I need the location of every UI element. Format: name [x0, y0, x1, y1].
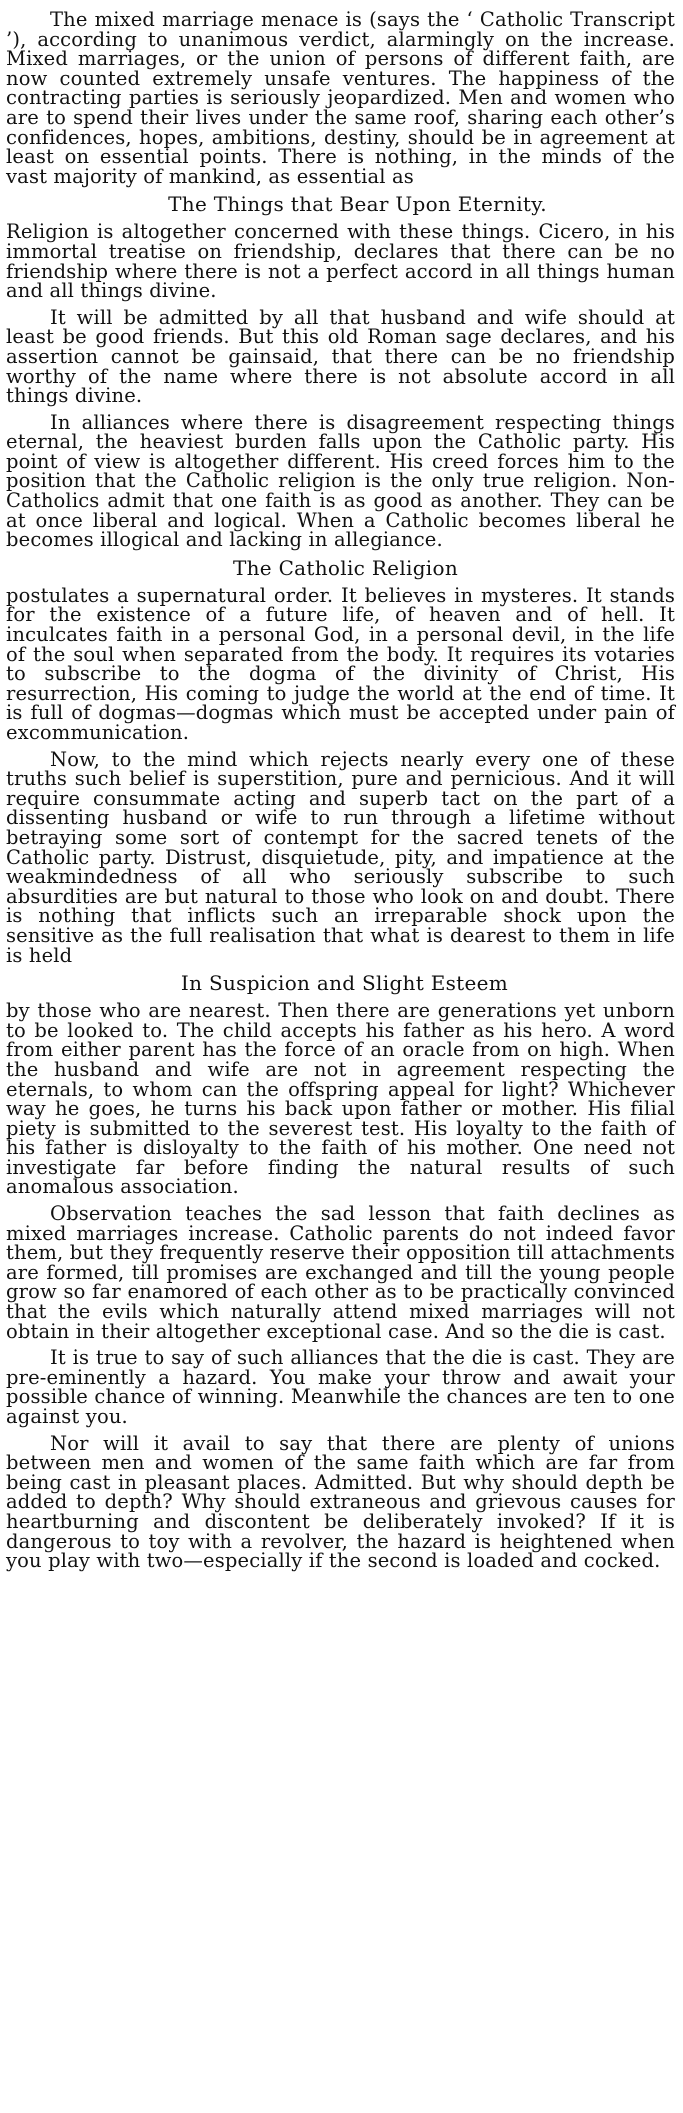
subheading-suspicion: In Suspicion and Slight Esteem [180, 971, 509, 996]
paragraph-hazard: It is true to say of such alliances that the die is cast. They are pre-eminently a hazard. You make your throw and await your possible chance of winning. Meanwhile the chances are ten to one against you. [6, 1346, 675, 1428]
subheading-catholic-religion: The Catholic Religion [232, 555, 459, 580]
paragraph-religion: Religion is altogether concerned with these things. Cicero, in his immortal treatise on friendship, declares that there can be no friendship where there is not a perfect accord in all things human and all things divine. [6, 220, 675, 303]
paragraph-supernatural-order: postulates a supernatural order. It believes in mysteres. It stands for the existence of a future life, of heaven and of hell. It inculcates faith in a personal God, in a personal devil, in the life of the soul when separated from the body. It requires its votaries to subscribe to the dogma of the divinity of Christ, His resurrection, His coming to judge the world at the end of time. It is full of dogmas—dogmas which must be accepted under pain of excommunication. [6, 583, 675, 744]
paragraph-good-friends: It will be admitted by all that husband and wife should at least be good friends. But this old Roman sage declares, and his assertion cannot be gainsaid, that there can be no friendship worthy of the name where there is not absolute accord in all things divine. [6, 305, 675, 408]
paragraph-alliances: In alliances where there is disagreement respecting things eternal, the heaviest burden falls upon the Catholic party. His point of view is altogether different. His creed forces him to the position that the Catholic religion is the only true religion. Non-Catholics admit that one faith is as good as another. They can be at once liberal and logical. When a Catholic becomes liberal he becomes illogical and lacking in allegiance. [6, 410, 675, 552]
subheading-eternity: The Things that Bear Upon Eternity. [168, 192, 547, 217]
paragraph-generations: by those who are nearest. Then there are generations yet unborn to be looked to. The child accepts his father as his hero. A word from either parent has the force of an oracle from on high. When the husband and wife are not in agreement respecting the eternals, to whom can the offspring appeal for light? Whichever way he goes, he turns his back upon father or mother. His filial piety is submitted to the severest test. His loyalty to the faith of his father is disloyalty to the faith of his mother. One need not investigate far before finding the natural results of such anomalous association. [6, 999, 675, 1199]
paragraph-superstition: Now, to the mind which rejects nearly every one of these truths such belief is superstition, pure and pernicious. And it will require consummate acting and superb tact on the part of a dissenting husband or wife to run through a lifetime without betraying some sort of contempt for the sacred tenets of the Catholic party. Distrust, disquietude, pity, and impatience at the weakmindedness of all who seriously subscribe to such absurdities are but natural to those who look on and doubt. There is nothing that inflicts such an irreparable shock upon the sensitive as the full realisation that what is dearest to them in life is held [6, 747, 675, 967]
paragraph-intro: The mixed marriage menace is (says the ‘ Catholic Transcript ’), according to unanimous verdict, alarmingly on the increase. Mixed marriages, or the union of persons of different faith, are now counted extremely unsafe ventures. The happiness of the contracting parties is seriously jeopardized. Men and women who are to spend their lives under the same roof, sharing each other’s confidences, hopes, ambitions, destiny, should be in agreement at least on essential points. There is nothing, in the minds of the vast majority of mankind, as essential as [6, 8, 675, 188]
paragraph-revolver: Nor will it avail to say that there are plenty of unions between men and women of the same faith which are far from being cast in pleasant places. Admitted. But why should depth be added to depth? Why should extraneous and grievous causes for heartburning and discontent be deliberately invoked? If it is dangerous to toy with a revolver, the hazard is heightened when you play with two—especially if the second is loaded and cocked. [6, 1431, 675, 1573]
paragraph-observation: Observation teaches the sad lesson that faith declines as mixed marriages increase. Catholic parents do not indeed favor them, but they frequently reserve their opposition till attachments are formed, till promises are exchanged and till the young people grow so far enamored of each other as to be practically convinced that the evils which naturally attend mixed marriages will not obtain in their altogether exceptional case. And so the die is cast. [6, 1202, 675, 1343]
